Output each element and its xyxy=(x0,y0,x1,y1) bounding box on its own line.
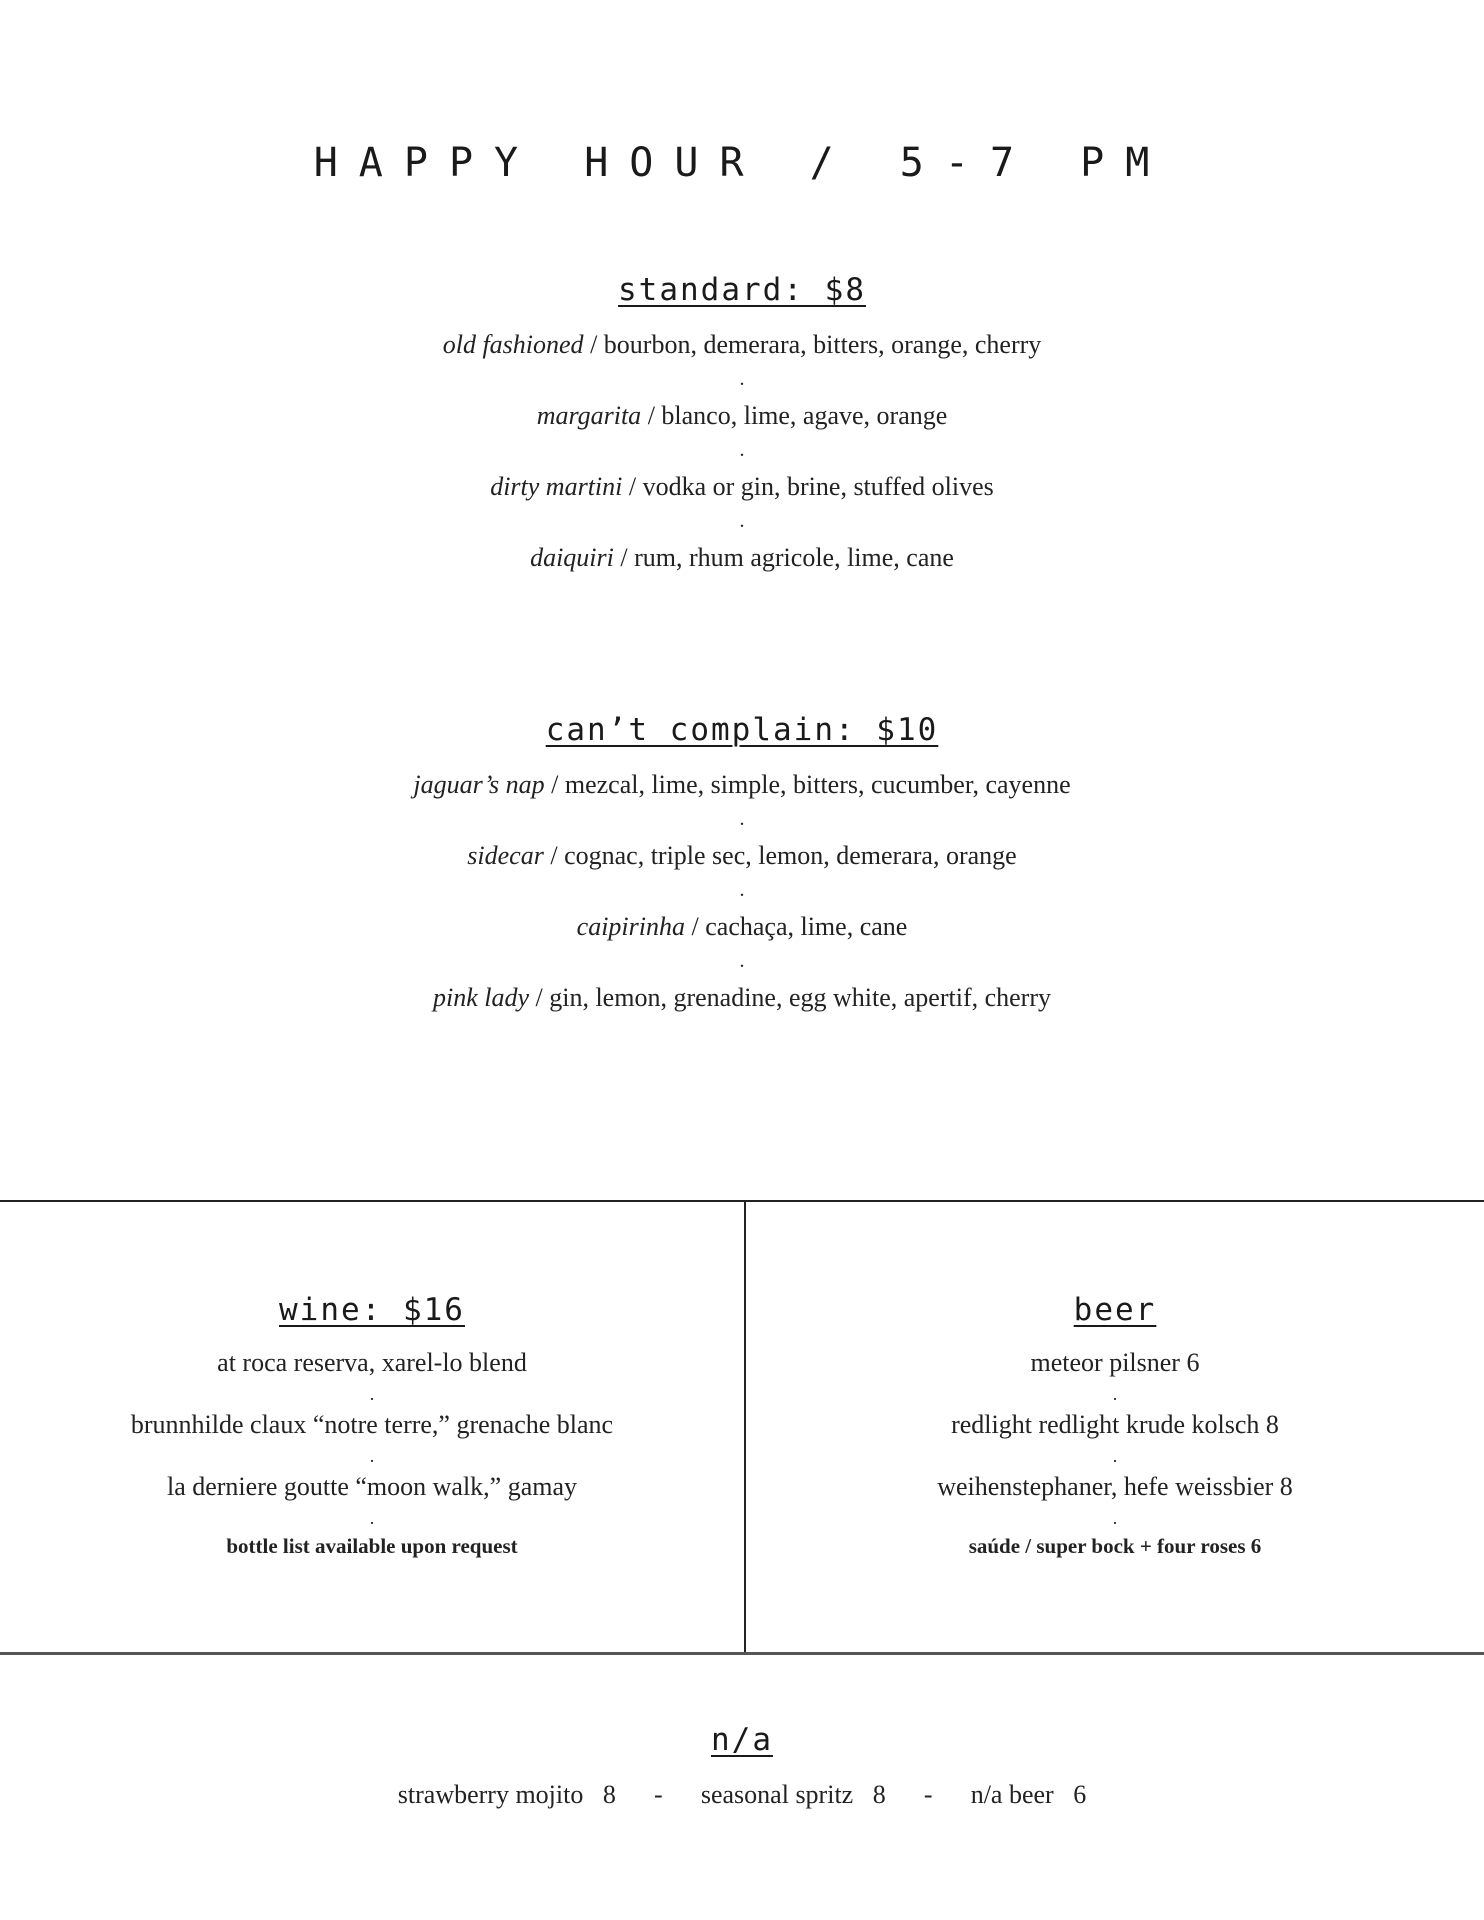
separator-dot: . xyxy=(739,510,745,532)
item-desc: / gin, lemon, grenadine, egg white, apertif, cherry xyxy=(529,983,1051,1012)
separator-dot: . xyxy=(739,879,745,901)
beer-heading: beer xyxy=(1073,1292,1157,1328)
menu-item xyxy=(0,330,1484,360)
bottom-divider xyxy=(0,1652,1484,1655)
wine-note: bottle list available upon request xyxy=(226,1534,518,1558)
menu-item xyxy=(0,401,1484,431)
item-desc: / cachaça, lime, cane xyxy=(685,912,908,941)
menu-item xyxy=(0,472,1484,502)
separator-dot: . xyxy=(369,1508,375,1528)
item-name: jaguar’s nap xyxy=(413,770,545,799)
beer-item: redlight redlight krude kolsch 8 xyxy=(951,1410,1279,1439)
cant-complain-heading: can’t complain: $10 xyxy=(545,712,939,748)
na-item: n/a beer 6 xyxy=(970,1780,1087,1809)
separator-dot: . xyxy=(369,1446,375,1466)
item-desc: / cognac, triple sec, lemon, demerara, orange xyxy=(543,841,1017,870)
item-name: dirty martini xyxy=(490,472,623,501)
item-desc: / vodka or gin, brine, stuffed olives xyxy=(622,472,994,501)
beer-item: meteor pilsner 6 xyxy=(1030,1348,1200,1377)
separator-dot: . xyxy=(369,1384,375,1404)
menu-item xyxy=(0,543,1484,573)
item-name: margarita xyxy=(536,401,642,430)
item-name: daiquiri xyxy=(530,543,614,572)
item-name: caipirinha xyxy=(576,912,686,941)
page-title: HAPPY HOUR / 5-7 PM xyxy=(313,140,1171,186)
separator-dot: . xyxy=(1112,1446,1118,1466)
cant-complain-section xyxy=(0,712,1484,1013)
separator-dot: . xyxy=(1112,1384,1118,1404)
na-separator: - xyxy=(654,1780,663,1809)
na-item: strawberry mojito 8 xyxy=(397,1780,616,1809)
item-name: sidecar xyxy=(467,841,544,870)
menu-item xyxy=(0,983,1484,1013)
item-desc: / mezcal, lime, simple, bitters, cucumber, cayenne xyxy=(544,770,1071,799)
top-divider xyxy=(0,1200,1484,1202)
na-items-row xyxy=(0,1780,1484,1810)
wine-heading: wine: $16 xyxy=(279,1292,465,1328)
separator-dot: . xyxy=(739,808,745,830)
beer-section xyxy=(746,1292,1484,1559)
item-desc: / rum, rhum agricole, lime, cane xyxy=(613,543,954,572)
separator-dot: . xyxy=(739,368,745,390)
wine-item: at roca reserva, xarel-lo blend xyxy=(217,1348,527,1377)
na-separator: - xyxy=(923,1780,933,1809)
standard-heading: standard: $8 xyxy=(618,272,866,308)
separator-dot: . xyxy=(739,439,745,461)
item-desc: / bourbon, demerara, bitters, orange, cherry xyxy=(583,330,1042,359)
standard-section xyxy=(0,272,1484,573)
beer-note: saúde / super bock + four roses 6 xyxy=(968,1534,1262,1558)
separator-dot: . xyxy=(739,950,745,972)
item-name: old fashioned xyxy=(442,330,584,359)
menu-item xyxy=(0,770,1484,800)
wine-section xyxy=(0,1292,744,1559)
beer-item: weihenstephaner, hefe weissbier 8 xyxy=(937,1472,1293,1501)
item-desc: / blanco, lime, agave, orange xyxy=(641,401,948,430)
menu-item xyxy=(0,912,1484,942)
separator-dot: . xyxy=(1112,1508,1118,1528)
wine-item: brunnhilde claux “notre terre,” grenache blanc xyxy=(130,1410,614,1439)
menu-item xyxy=(0,841,1484,871)
na-item: seasonal spritz 8 xyxy=(700,1780,886,1809)
item-name: pink lady xyxy=(432,983,530,1012)
na-section xyxy=(0,1722,1484,1810)
na-heading: n/a xyxy=(711,1722,773,1758)
wine-item: la derniere goutte “moon walk,” gamay xyxy=(166,1472,578,1501)
